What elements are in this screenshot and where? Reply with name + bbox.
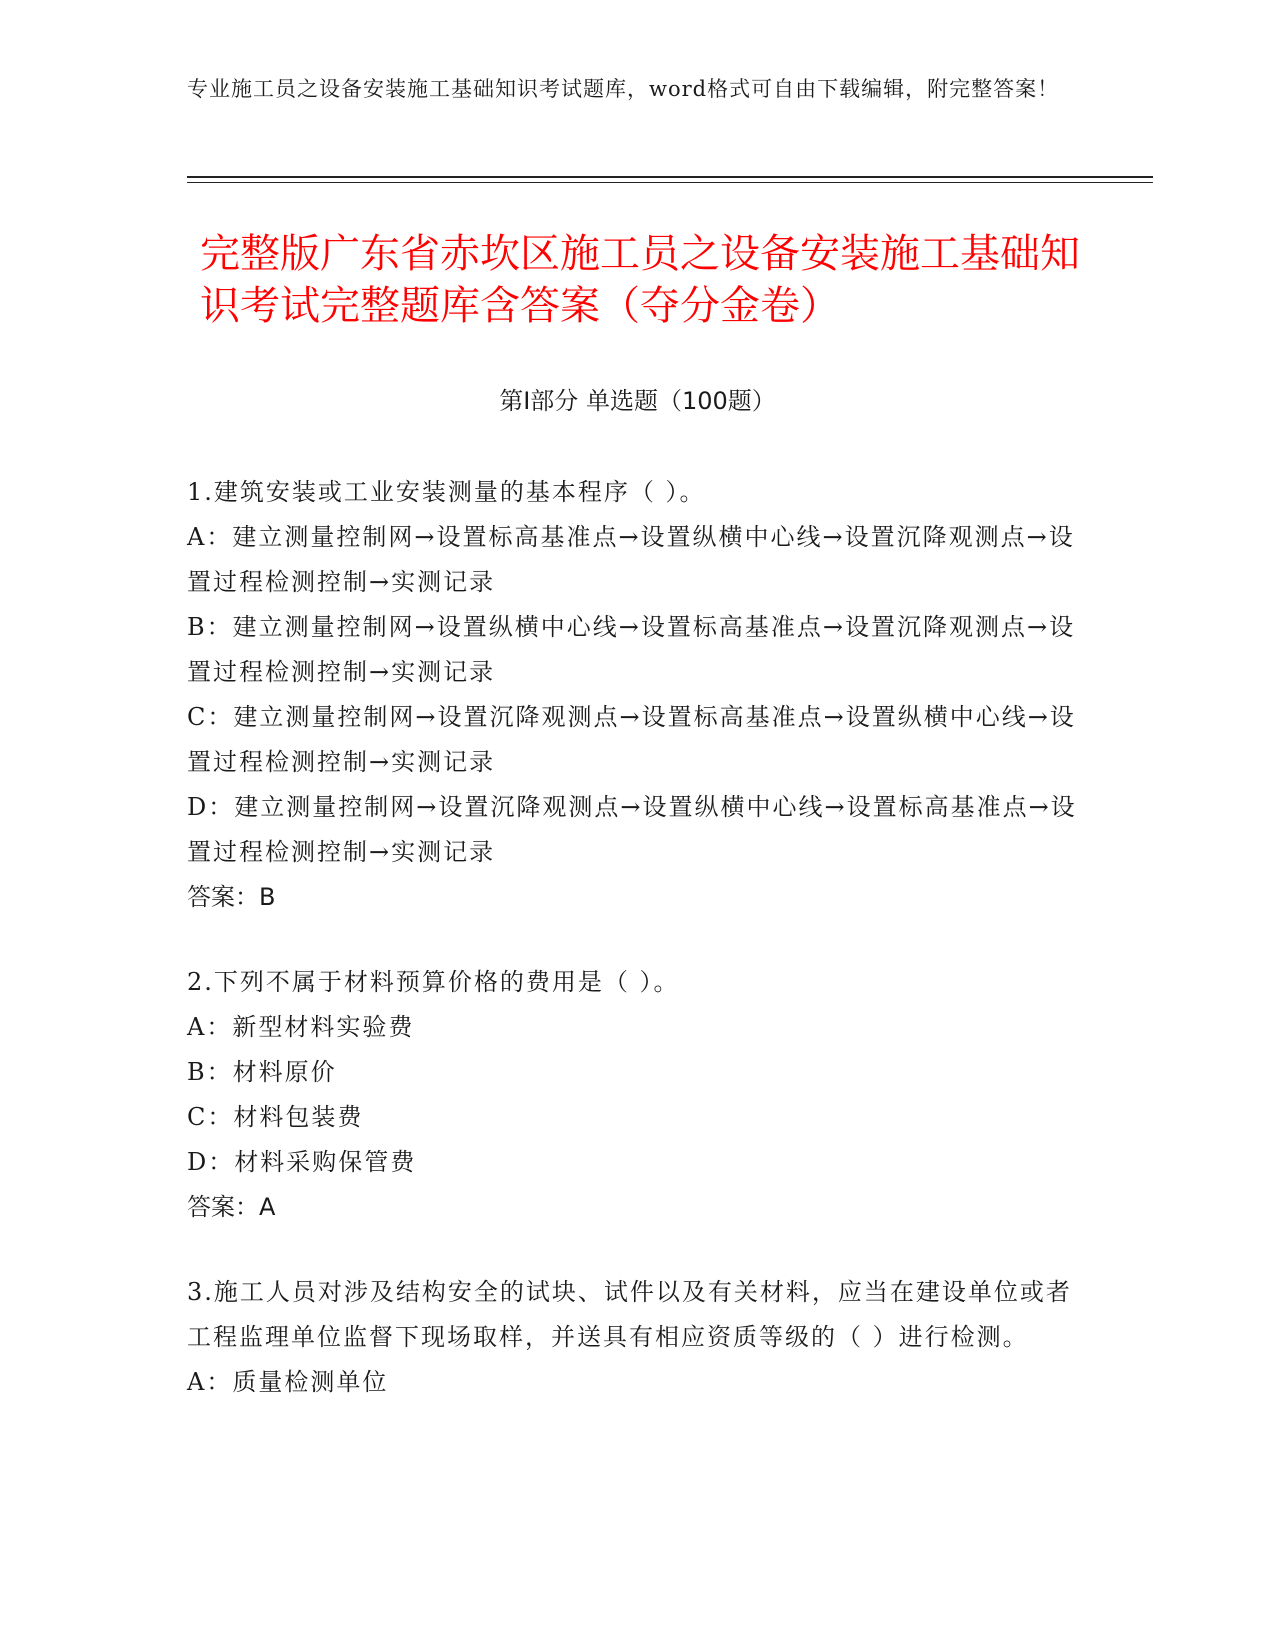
option-c: C：建立测量控制网→设置沉降观测点→设置标高基准点→设置纵横中心线→设置过程检测控制→实测记录	[187, 703, 1076, 776]
question-stem: 3.施工人员对涉及结构安全的试块、试件以及有关材料，应当在建设单位或者工程监理单位监督下现场取样，并送具有相应资质等级的（ ）进行检测。	[187, 1278, 1072, 1351]
question-2	[187, 960, 1077, 1230]
option-d: D：建立测量控制网→设置沉降观测点→设置纵横中心线→设置标高基准点→设置过程检测控制→实测记录	[187, 793, 1077, 866]
question-1	[187, 470, 1077, 920]
option-b: B：材料原价	[187, 1058, 337, 1086]
option-a: A：新型材料实验费	[187, 1013, 415, 1041]
section-heading: 第Ⅰ部分 单选题（100题）	[499, 387, 776, 415]
header-divider-thick	[187, 176, 1153, 178]
option-a: A：建立测量控制网→设置标高基准点→设置纵横中心线→设置沉降观测点→设置过程检测控制→实测记录	[187, 523, 1075, 596]
header-divider-thin	[187, 182, 1153, 183]
option-a: A：质量检测单位	[187, 1368, 389, 1396]
option-b: B：建立测量控制网→设置纵横中心线→设置标高基准点→设置沉降观测点→设置过程检测控制→实测记录	[187, 613, 1076, 686]
answer: 答案：A	[187, 1193, 276, 1221]
header-note: 专业施工员之设备安装施工基础知识考试题库，word格式可自由下载编辑，附完整答案！	[187, 77, 1060, 101]
question-3	[187, 1270, 1077, 1405]
question-stem: 2.下列不属于材料预算价格的费用是（ ）。	[187, 968, 680, 996]
question-stem: 1.建筑安装或工业安装测量的基本程序（ ）。	[187, 478, 706, 506]
question-list	[187, 470, 1077, 1445]
document-title: 完整版广东省赤坎区施工员之设备安装施工基础知识考试完整题库含答案（夺分金卷）	[200, 231, 1080, 329]
answer: 答案：B	[187, 883, 276, 911]
option-d: D：材料采购保管费	[187, 1148, 417, 1176]
option-c: C：材料包装费	[187, 1103, 364, 1131]
